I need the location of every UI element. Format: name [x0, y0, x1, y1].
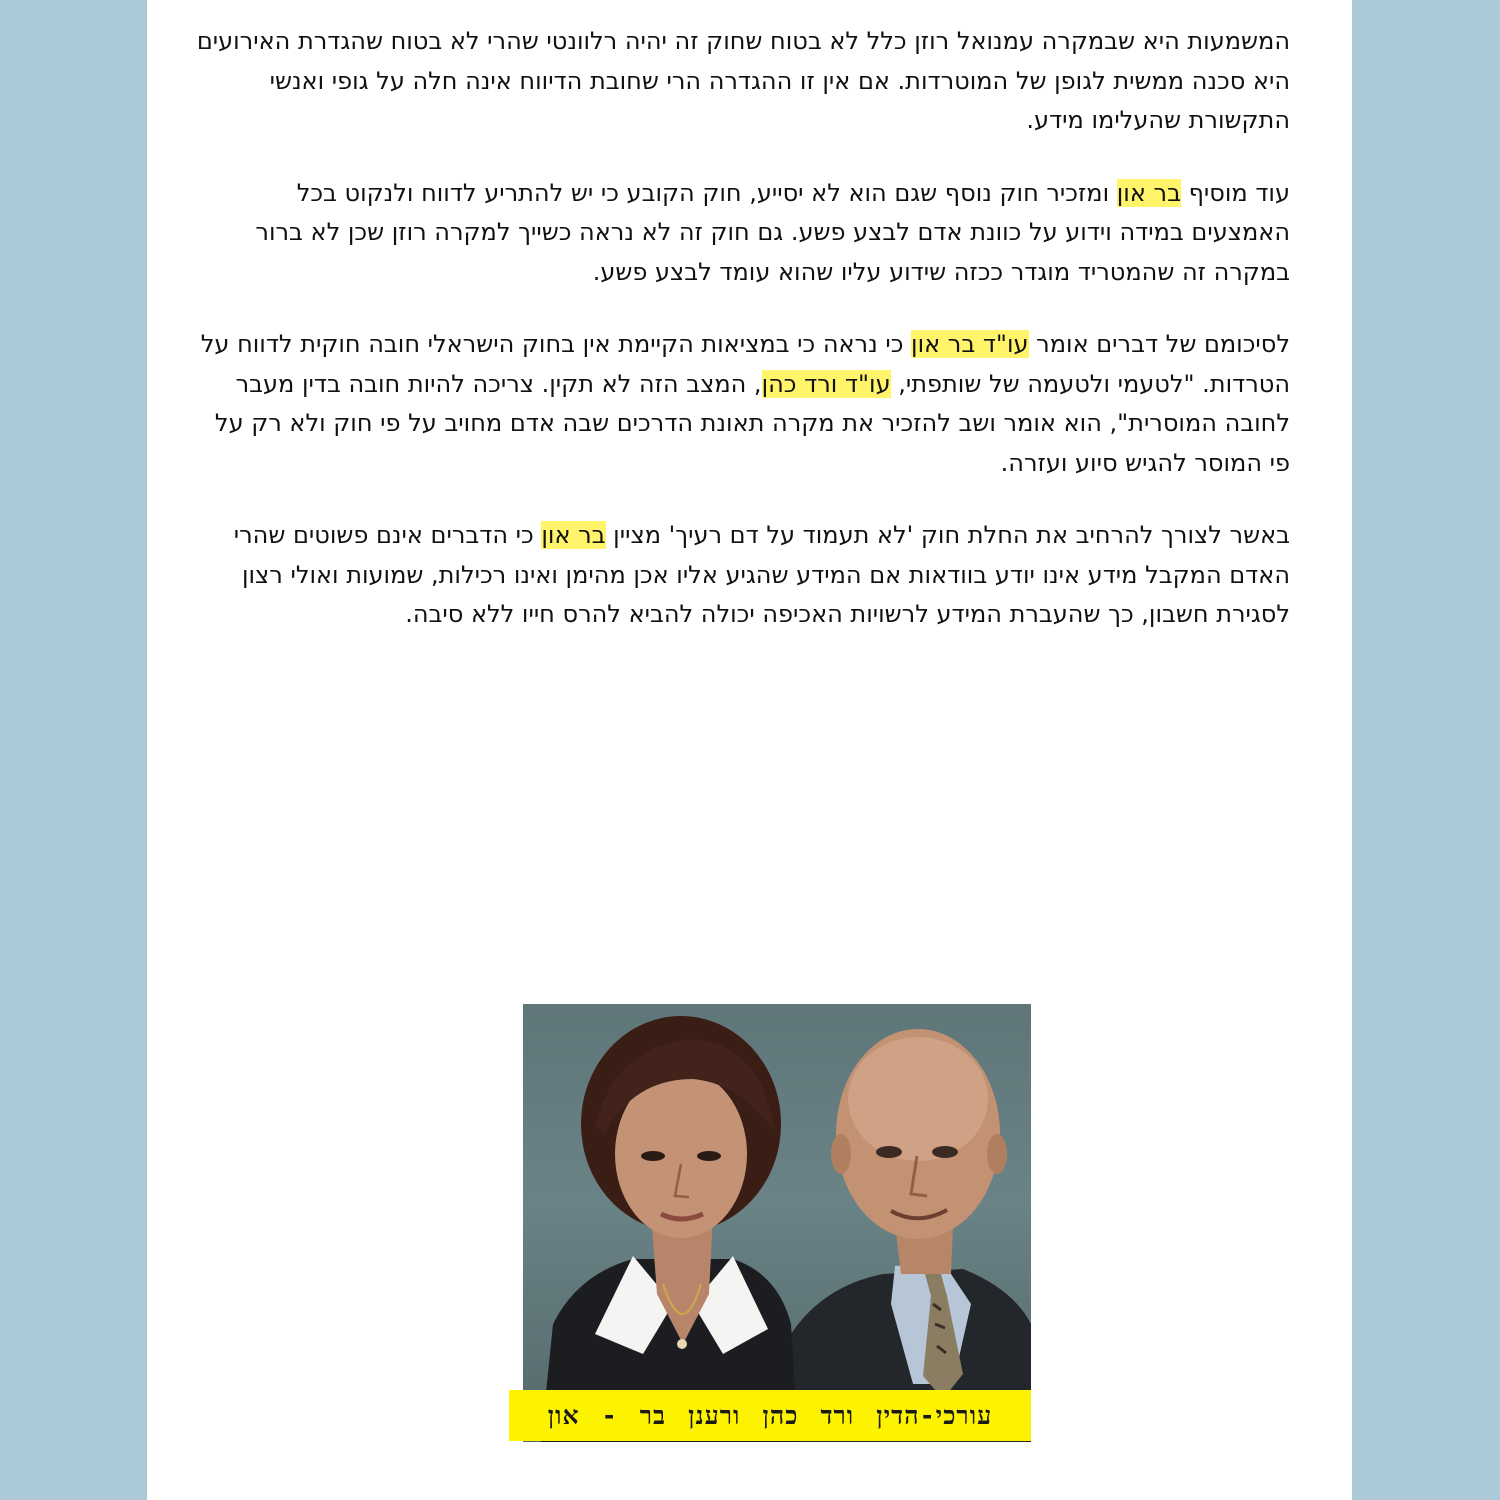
paragraph-2: [195, 174, 1290, 293]
highlight-adv-vered-cohen: עו"ד ורד כהן: [761, 369, 891, 398]
paragraph-2-text-a: עוד מוסיף: [1180, 178, 1290, 207]
paragraph-4: [195, 516, 1290, 635]
paragraph-4-text-a: באשר לצורך להרחיב את החלת חוק 'לא תעמוד על דם רעיך' מציין: [605, 521, 1290, 549]
paragraph-3: [195, 325, 1290, 483]
lawyers-photo: [523, 1004, 1031, 1442]
portrait-illustration: [523, 1004, 1031, 1442]
document-page: [147, 0, 1352, 1500]
paragraph-3-text-a: לסיכומם של דברים אומר: [1028, 330, 1290, 358]
highlight-adv-bar-on: עו"ד בר און: [911, 330, 1029, 358]
highlight-bar-on: בר און: [1116, 178, 1181, 207]
highlight-bar-on-2: בר און: [541, 521, 606, 549]
paragraph-3-text-c: , המצב הזה לא תקין. צריכה להיות חובה בדין מעבר לחובה המוסרית", הוא אומר ושב להזכיר את מקרה תאונת הדרכים שבה אדם מחויב על פי חוק ולא רק על פי המוסר להגיש סיוע ועזרה.: [214, 369, 1290, 477]
paragraph-2-text-b: ומזכיר חוק נוסף שגם הוא לא יסייע, חוק הקובע כי יש להתריע לדווח ולנקוט בכל האמצעים במידה וידוע על כוונת אדם לבצע פשע. גם חוק זה לא נראה כשייך למקרה רוזן שכן לא ברור במקרה זה שהמטריד מוגדר ככזה שידוע עליו שהוא עומד לבצע פשע.: [255, 178, 1290, 286]
paragraph-3-text-b: כי נראה כי במציאות הקיימת אין בחוק הישראלי חובה חוקית לדווח על הטרדות. "לטעמי ולטעמה של שותפתי,: [200, 330, 1290, 398]
paragraph-1: [195, 22, 1290, 141]
photo-caption: עורכי-הדין ורד כהן ורענן בר - און: [509, 1390, 1031, 1441]
article-body: [195, 22, 1290, 668]
paragraph-1-text: המשמעות היא שבמקרה עמנואל רוזן כלל לא בטוח שחוק זה יהיה רלוונטי שהרי לא בטוח שהגדרת האירועים היא סכנה ממשית לגופן של המוטרדות. אם אין זו ההגדרה הרי שחובת הדיווח אינה חלה על גופי ואנשי התקשורת שהעלימו מידע.: [196, 27, 1290, 134]
paragraph-4-text-b: כי הדברים אינם פשוטים שהרי האדם המקבל מידע אינו יודע בוודאות אם המידע שהגיע אליו אכן מהימן ואינו רכילות, שמועות ואולי רצון לסגירת חשבון, כך שהעברת המידע לרשויות האכיפה יכולה להביא להרס חייו ללא סיבה.: [233, 521, 1290, 628]
